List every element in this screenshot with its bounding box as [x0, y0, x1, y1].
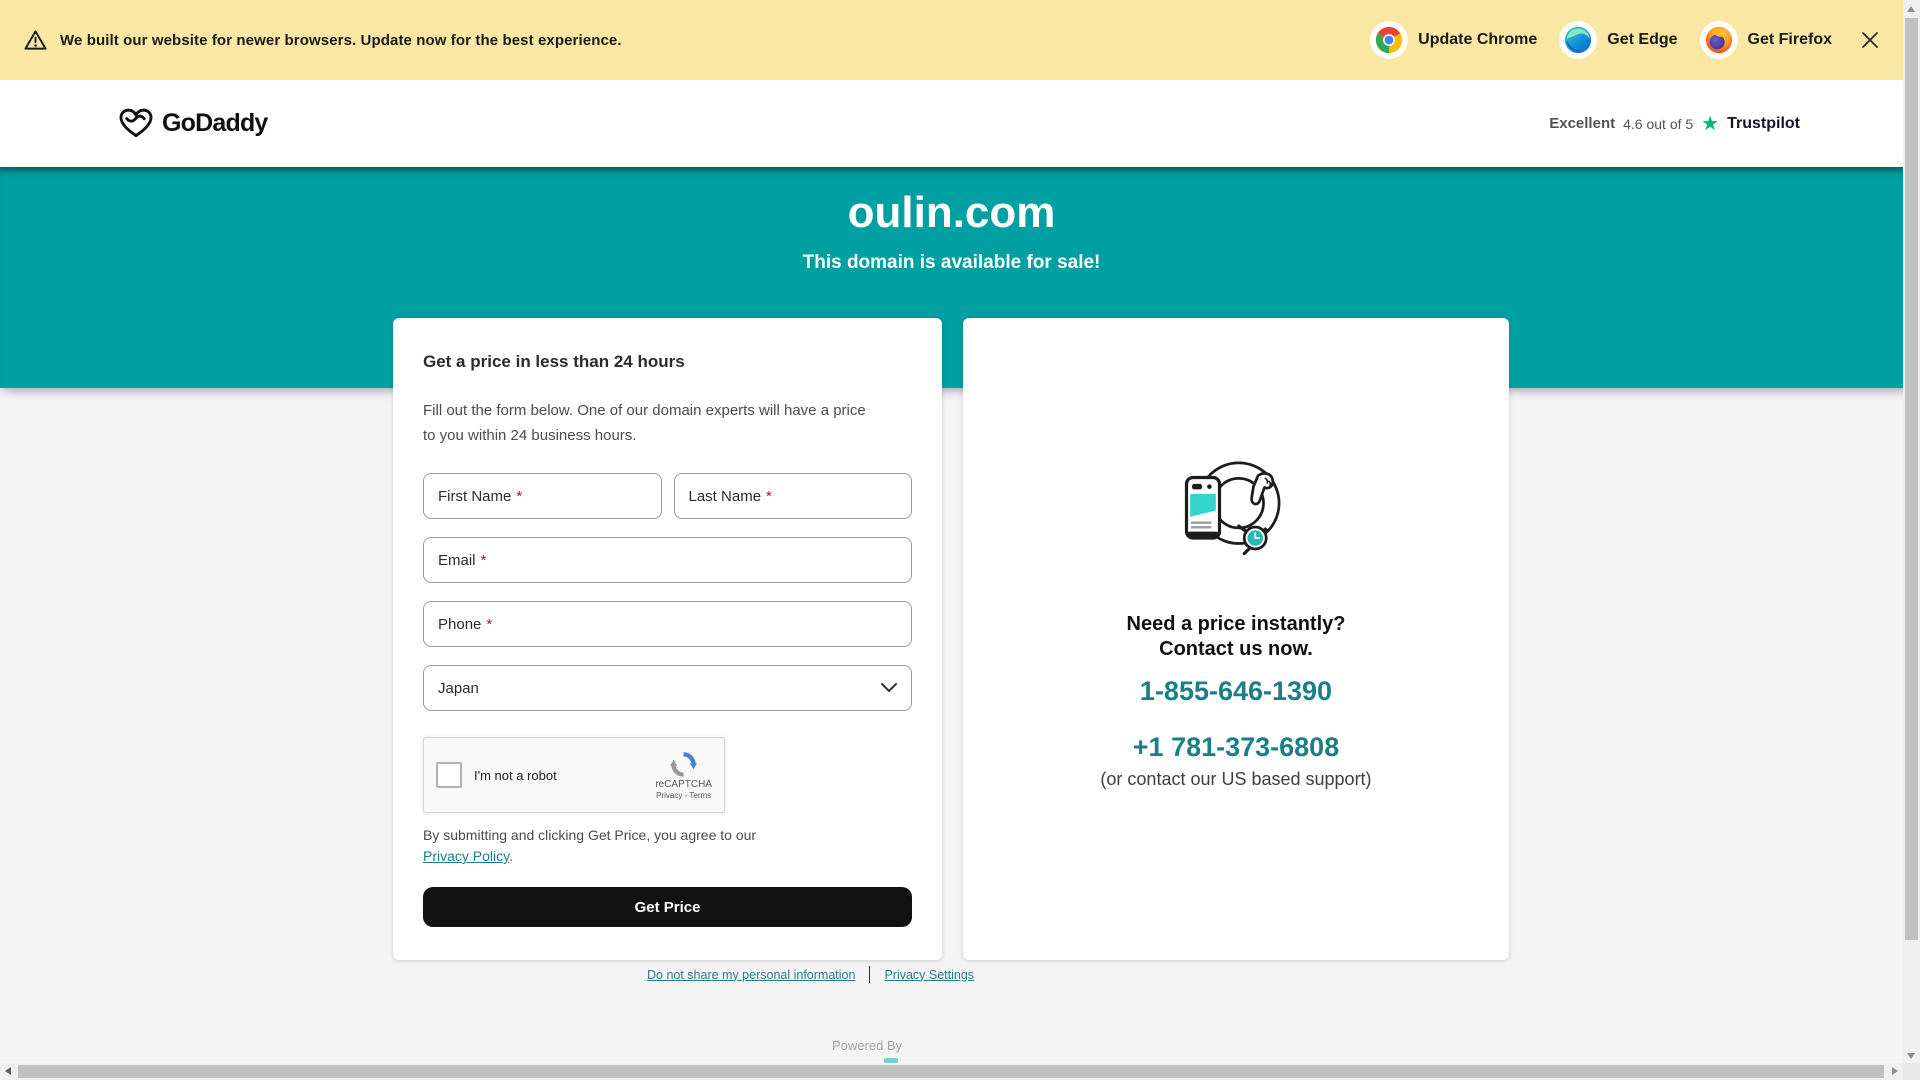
recaptcha-link-separator: - — [684, 790, 688, 800]
domain-name: oulin.com — [847, 188, 1056, 237]
contact-card — [963, 318, 1509, 960]
godaddy-logo[interactable] — [118, 108, 268, 139]
banner-message-group — [24, 29, 622, 51]
agreement-period: . — [509, 848, 513, 864]
first-name-input[interactable] — [423, 473, 662, 519]
email-input[interactable] — [423, 537, 912, 583]
last-name-label: Last Name — [688, 487, 762, 505]
contact-title — [1127, 612, 1346, 662]
get-edge-button[interactable] — [1559, 21, 1677, 59]
scroll-down-arrow[interactable] — [1907, 1053, 1915, 1059]
trustpilot-wordmark: Trustpilot — [1727, 114, 1800, 132]
get-firefox-label: Get Firefox — [1747, 31, 1832, 48]
scroll-left-arrow[interactable] — [5, 1067, 11, 1075]
do-not-share-link[interactable]: Do not share my personal information — [647, 967, 856, 982]
recaptcha-brand-text: reCAPTCHA — [655, 778, 712, 790]
godaddy-wordmark: GoDaddy — [162, 109, 268, 137]
update-chrome-label: Update Chrome — [1418, 31, 1538, 48]
scroll-right-arrow[interactable] — [1892, 1067, 1898, 1075]
get-price-button[interactable]: Get Price — [423, 887, 912, 927]
powered-by-label: Powered By — [832, 1038, 903, 1053]
recaptcha-label: I'm not a robot — [474, 767, 557, 783]
privacy-settings-link[interactable]: Privacy Settings — [884, 967, 975, 982]
last-name-input[interactable] — [674, 473, 913, 519]
form-description — [423, 398, 912, 448]
horizontal-scrollbar-thumb[interactable] — [18, 1065, 1884, 1078]
firefox-icon — [1700, 21, 1738, 59]
godaddy-heart-icon — [118, 108, 154, 139]
hero-subtitle: This domain is available for sale! — [802, 252, 1101, 273]
footer-links — [647, 966, 974, 983]
banner-actions — [1370, 21, 1880, 59]
recaptcha-widget — [423, 737, 725, 813]
get-firefox-button[interactable] — [1700, 21, 1832, 59]
required-asterisk: * — [766, 487, 772, 505]
primary-phone-link[interactable]: 1-855-646-1390 — [1139, 676, 1333, 706]
recaptcha-links — [656, 791, 711, 800]
required-asterisk: * — [480, 551, 487, 569]
form-description-line2: to you within 24 business hours. — [423, 427, 637, 444]
country-select[interactable] — [423, 665, 912, 711]
vertical-scrollbar[interactable] — [1903, 0, 1920, 1063]
contact-title-line1: Need a price instantly? — [1126, 613, 1346, 635]
trustpilot-star-icon: ★ — [1701, 112, 1720, 135]
rating-label: Excellent — [1549, 115, 1616, 132]
scroll-up-arrow[interactable] — [1907, 6, 1915, 12]
country-selected-value: Japan — [438, 679, 479, 697]
phone-clock-illustration — [1181, 450, 1291, 560]
recaptcha-icon — [670, 751, 697, 778]
chevron-down-icon — [881, 683, 897, 693]
required-asterisk: * — [516, 487, 523, 505]
browser-upgrade-banner — [0, 0, 1920, 80]
agreement-text — [423, 825, 912, 867]
warning-icon — [24, 29, 47, 51]
contact-title-line2: Contact us now. — [1159, 638, 1313, 660]
phone-input[interactable] — [423, 601, 912, 647]
privacy-policy-link[interactable]: Privacy Policy — [423, 848, 510, 864]
hero-section — [0, 167, 1920, 388]
recaptcha-checkbox[interactable] — [436, 762, 462, 788]
get-edge-label: Get Edge — [1607, 31, 1678, 48]
rating-value: 4.6 out of 5 — [1623, 115, 1694, 132]
name-row — [423, 473, 912, 519]
phone-label: Phone — [438, 615, 482, 633]
price-request-card — [393, 318, 942, 960]
recaptcha-terms-link[interactable]: Terms — [689, 790, 712, 800]
edge-icon — [1559, 21, 1597, 59]
close-icon — [1860, 30, 1880, 50]
scrollbar-corner — [1903, 1063, 1920, 1080]
vertical-scrollbar-thumb[interactable] — [1905, 18, 1918, 940]
footer-links-divider — [869, 966, 870, 983]
recaptcha-privacy-link[interactable]: Privacy — [656, 790, 683, 800]
update-chrome-button[interactable] — [1370, 21, 1537, 59]
trustpilot-rating — [1549, 114, 1800, 134]
first-name-label: First Name — [438, 487, 512, 505]
form-description-line1: Fill out the form below. One of our domain experts will have a price — [423, 402, 866, 419]
horizontal-scrollbar[interactable] — [0, 1063, 1903, 1080]
banner-close-button[interactable] — [1860, 30, 1880, 50]
email-label: Email — [438, 551, 476, 569]
secondary-phone-link[interactable]: +1 781-373-6808 — [1132, 732, 1340, 763]
agreement-line1: By submitting and clicking Get Price, you agree to our — [423, 827, 757, 843]
required-asterisk: * — [486, 615, 493, 633]
support-note: (or contact our US based support) — [1100, 768, 1372, 789]
chrome-icon — [1370, 21, 1408, 59]
site-header — [0, 80, 1920, 167]
recaptcha-branding — [655, 751, 712, 800]
banner-message: We built our website for newer browsers. Update now for the best experience. — [60, 31, 622, 49]
form-title: Get a price in less than 24 hours — [423, 352, 685, 371]
